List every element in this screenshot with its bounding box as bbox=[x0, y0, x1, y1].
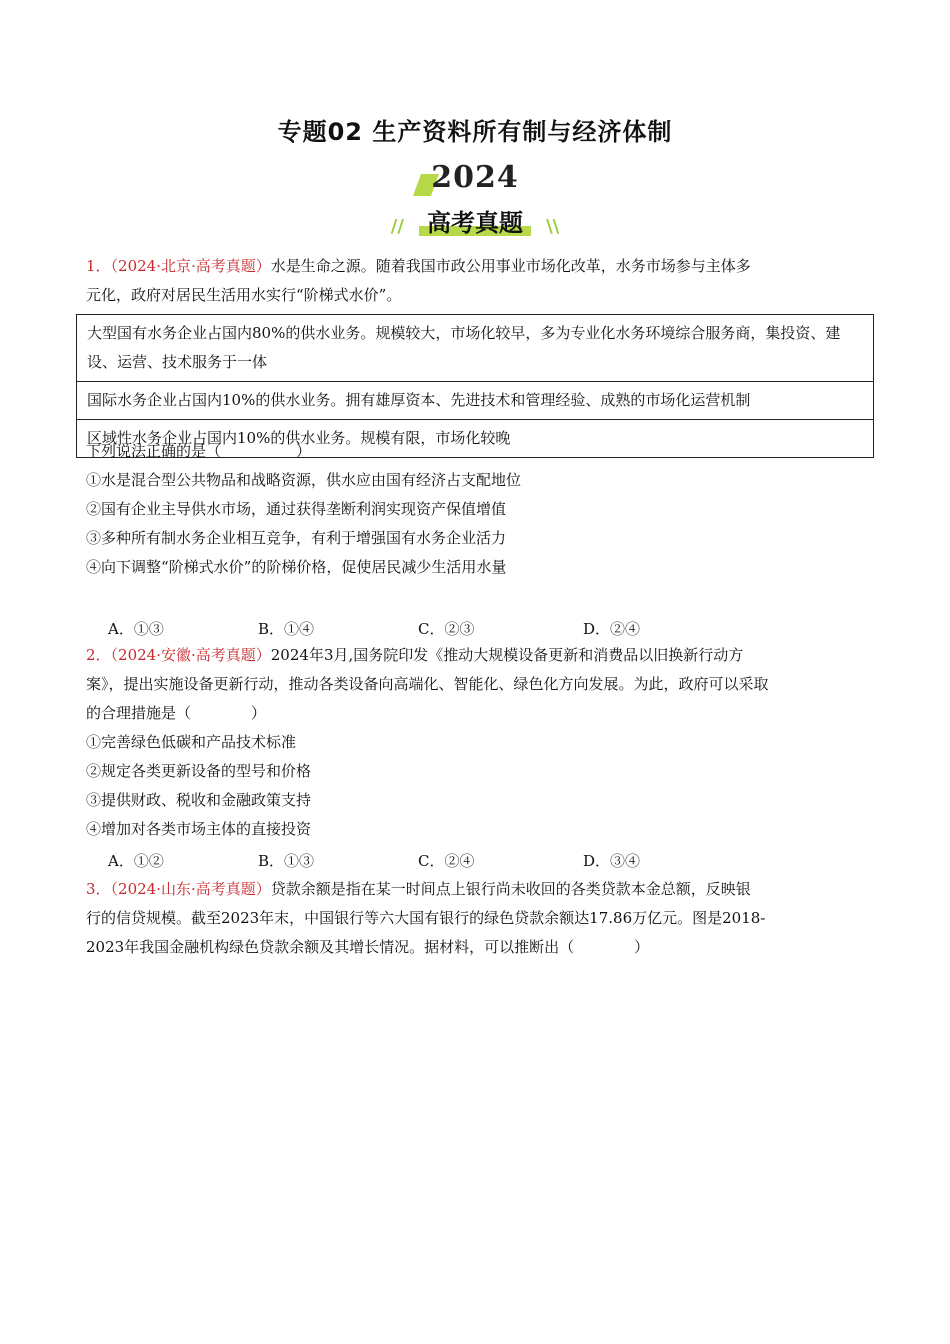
question-1-line-1 bbox=[86, 252, 866, 281]
question-3-line-3: 2023年我国金融机构绿色贷款余额及其增长情况。据材料，可以推断出（ ） bbox=[86, 938, 650, 956]
page-title: 专题02 生产资料所有制与经济体制 bbox=[277, 118, 673, 146]
question-1-text-1: 水是生命之源。随着我国市政公用事业市场化改革，水务市场参与主体多 bbox=[270, 257, 751, 275]
question-3-source: （2024·山东·高考真题） bbox=[110, 880, 271, 898]
question-3-stem bbox=[86, 875, 866, 962]
list-item: ④增加对各类市场主体的直接投资 bbox=[86, 820, 312, 838]
option-a: A．①③ bbox=[108, 620, 164, 638]
year-banner bbox=[0, 160, 950, 195]
year-label: 2024 bbox=[431, 160, 519, 195]
list-item: ②规定各类更新设备的型号和价格 bbox=[86, 762, 312, 780]
question-2-number: 2． bbox=[86, 646, 111, 664]
option-b: B．①③ bbox=[258, 852, 315, 870]
list-item: ②国有企业主导供水市场，通过获得垄断利润实现资产保值增值 bbox=[86, 500, 507, 518]
list-item: ①水是混合型公共物品和战略资源，供水应由国有经济占支配地位 bbox=[86, 471, 522, 489]
table-row: 大型国有水务企业占国内80%的供水业务。规模较大，市场化较早，多为专业化水务环境综合服务商，集投资、建设、运营、技术服务于一体 bbox=[87, 324, 841, 371]
list-item: ③多种所有制水务企业相互竞争，有利于增强国有水务企业活力 bbox=[86, 529, 507, 547]
option-b: B．①④ bbox=[258, 620, 315, 638]
question-1-source: （2024·北京·高考真题） bbox=[110, 257, 271, 275]
question-1-items bbox=[86, 437, 866, 582]
table-row: 区域性水务企业占国内10%的供水业务。规模有限，市场化较晚 bbox=[77, 419, 873, 457]
question-2-text-1: 2024年3月,国务院印发《推动大规模设备更新和消费品以旧换新行动方 bbox=[270, 646, 744, 664]
question-3-number: 3． bbox=[86, 880, 111, 898]
list-item: ④向下调整“阶梯式水价”的阶梯价格，促使居民减少生活用水量 bbox=[86, 558, 507, 576]
table-row: 国际水务企业占国内10%的供水业务。拥有雄厚资本、先进技术和管理经验、成熟的市场化运营机制 bbox=[77, 381, 873, 419]
question-1-ask: 下列说法正确的是（ ） bbox=[86, 442, 312, 460]
list-item: ①完善绿色低碳和产品技术标准 bbox=[86, 733, 297, 751]
list-item: ③提供财政、税收和金融政策支持 bbox=[86, 791, 312, 809]
section-badge bbox=[0, 203, 950, 238]
option-d: D．②④ bbox=[583, 620, 641, 638]
question-3-text-1: 贷款余额是指在某一时间点上银行尚未收回的各类贷款本金总额，反映银 bbox=[270, 880, 751, 898]
option-c: C．②③ bbox=[418, 620, 475, 638]
question-1-number: 1． bbox=[86, 257, 111, 275]
option-c: C．②④ bbox=[418, 852, 475, 870]
year-box bbox=[425, 160, 525, 195]
option-a: A．①② bbox=[108, 852, 164, 870]
question-3-line-1 bbox=[86, 875, 866, 904]
question-2-line-2: 案》，提出实施设备更新行动，推动各类设备向高端化、智能化、绿色化方向发展。为此，政府可以采取 bbox=[86, 675, 769, 693]
question-3-line-2: 行的信贷规模。截至2023年末，中国银行等六大国有银行的绿色贷款余额达17.86万亿元。图是2018- bbox=[86, 909, 766, 927]
question-2-source: （2024·安徽·高考真题） bbox=[110, 646, 271, 664]
badge-box bbox=[413, 203, 537, 238]
badge-label: 高考真题 bbox=[427, 209, 523, 237]
question-1-line-2: 元化，政府对居民生活用水实行“阶梯式水价”。 bbox=[86, 286, 402, 304]
question-2-stem bbox=[86, 641, 866, 844]
question-1-stem bbox=[86, 252, 866, 310]
option-d: D．③④ bbox=[583, 852, 641, 870]
left-slash-icon: // bbox=[390, 216, 404, 237]
question-2-line-3: 的合理措施是（ ） bbox=[86, 704, 267, 722]
question-2-line-1 bbox=[86, 641, 866, 670]
right-slash-icon: \\ bbox=[546, 216, 560, 237]
